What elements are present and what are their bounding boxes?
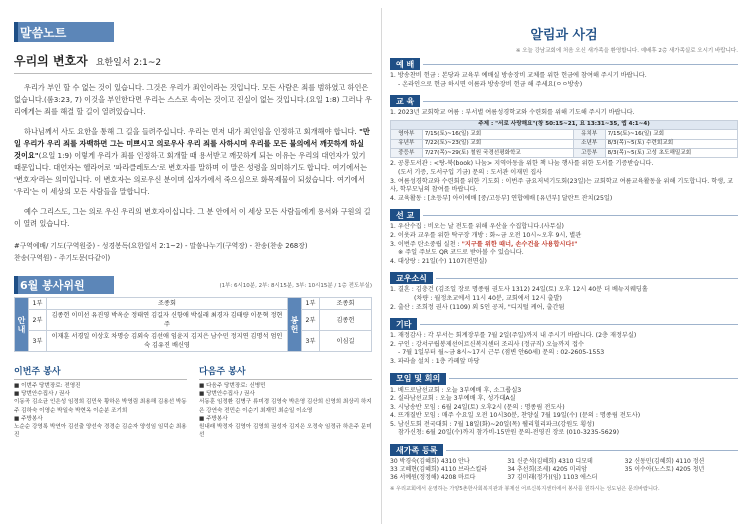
table-cell: 8/3(목)~5(토) 고성 초도해밀교회 [605, 149, 737, 158]
table-cell: 2부 [29, 310, 47, 331]
small-group-order [14, 240, 372, 264]
worship-line-2: - 온라인으로 헌금 하시면 이름과 방송장비 헌금 해 주세요(ㅇㅇ방송) [398, 80, 583, 88]
list-item: 32 신동민(김혜희) 4110 정션 [624, 458, 705, 466]
sermon-paragraph-2-body: (요일 1:9) 이렇게 우리가 죄를 인정하고 회개할 때 용서받고 깨끗하게 되는 이유는 우리의 대언자가 있기 때문입니다. 대언자는 헬라어로 '파라클레토스'로 변호자를 말하며 이 말은 성령을 의미하기도 합니다. 여기에서는 '변호자'라는 의미입니다. 이 변호자는 의로우신 분이며 십자가에서 죽으심으로 화목제물이 되셨습니다. 여기에서 '우리'는 이 세상의 모든 사람들을 말합니다. [14, 151, 368, 196]
list-item: 31 신준석(김혜희) 4310 디모데 [507, 458, 593, 466]
etc-block [390, 318, 738, 366]
meeting-line-1: 1. 베드로남선교회 : 오늘 3부예배 후, 소그룹실3 [390, 386, 522, 394]
table-cell: 소년부 [573, 139, 605, 148]
education-line-2: 2. 공룡도서관 : <탕-북(book) 나눔> 지역아동을 위한 책 나눔 행사를 위한 도서를 기증받습니다. [390, 160, 654, 168]
news-line-1b: (차량 : 월정초교에서 11시 40분, 교회에서 12시 출발) [414, 294, 562, 302]
etc-bar [390, 318, 738, 330]
table-row [391, 149, 738, 158]
table-cell: 1부 [302, 298, 320, 310]
news-block [390, 272, 738, 312]
etc-label: 기타 [390, 318, 417, 330]
duty-title: 6월 봉사위원 [14, 276, 114, 294]
table-row [15, 310, 372, 331]
divider [420, 324, 738, 325]
divider [436, 278, 738, 279]
worship-block [390, 58, 738, 89]
duty-header-bar [14, 276, 372, 294]
small-group-order-line-2: 찬송(구역원) - 주기도문(다같이) [14, 254, 111, 262]
mission-line-2: 2. 이웃과 교우를 위한 탁구장 개방 : 화~금 오전 10시~오후 9시, 별관 [390, 231, 582, 239]
divider [446, 450, 738, 451]
announcements-header [390, 24, 738, 54]
weekly-service-section [14, 364, 372, 439]
education-block [390, 95, 738, 203]
meeting-line-2: 2. 실라남선교회 : 오늘 3부예배 후, 성가대A실 [390, 395, 516, 403]
announcements-subtitle: ※ 오늘 강남교회에 처음 오신 새가족을 환영합니다. 예배후 2층 새가족실로 오시기 바랍니다. [515, 48, 738, 54]
list-item: 33 고혜현(김혜희) 4110 브라스킬라 [390, 466, 488, 474]
meeting-line-5: 5. 남신도회 전국대회 : 7월 18일(화)~20일(목) 웰리힐리파크(강원도 횡성) [390, 420, 595, 428]
table-cell: 2부 [302, 310, 320, 331]
sermon-paragraph-2 [14, 126, 372, 198]
mission-bar [390, 209, 738, 221]
education-bar [390, 95, 738, 107]
sermon-paragraph-2-intro: 하나님께서 사도 요한을 통해 그 길을 들려주십니다. 우리는 먼저 내가 죄인임을 인정하고 회개해야 합니다. [24, 127, 360, 136]
list-item: 37 김미래(정가)(임) 1103 에스더 [507, 474, 598, 482]
worship-line-1: 1. 방송찬비 헌금 : 본당과 교육부 예배실 방송장비 교체를 위한 헌금에 참여해 주시기 바랍니다. [390, 72, 647, 79]
table-row [391, 130, 738, 139]
meeting-block [390, 373, 738, 439]
left-column [14, 0, 372, 530]
divider [423, 215, 738, 216]
families-footnote: ※ 우리교회에서 운영하는 가양5촌한사회복지관과 봉제선 어르신복지센터에서 봉사를 원하시는 성도님은 문의바랍니다. [390, 486, 660, 493]
education-line-3: 3. 여름성경학교와 수련회를 위한 기도회 : 이번주 금요저녁기도회(23일)는 교회학교 여름교육활동을 위해 기도합니다. 학생, 교사, 학부모님의 참여를 바랍니다. [390, 177, 734, 194]
sermon-title: 우리의 변호자 [14, 54, 88, 68]
mission-line-1: 1. 우산수집 : 비오는 날 전도를 위해 우산을 수집합니다.(사무실) [390, 223, 564, 231]
list-item: 35 이수아(노스토) 4205 청년 [624, 466, 705, 474]
etc-line-1: 1. 재정감사 : 각 부서는 회계장부를 7월 2일(주일)까지 내 주시기 바랍니다. (2층 재정부실) [390, 332, 637, 340]
right-column [390, 0, 738, 530]
etc-line-3: 3. 파라솔 설치 : 1층 카페앞 마당 [390, 357, 480, 365]
sermon-paragraph-1: 우리가 부인 할 수 없는 것이 있습니다. 그것은 우리가 죄인이라는 것입니다. 모든 사람은 죄를 범하였고 하인은 없습니다.(롬3:23, 7) 이것을 부인한다면 우리는 스스로 속이는 것이고 진실이 없는 것입니다.(요일 1:8) 그러나 우리에게는 죄를 해결 할 길이 열려있습니다. [14, 83, 372, 116]
duty-note: (1부: 6시10분, 2부: 8시15분, 3부: 10시15분 / 1층 전도부실) [219, 283, 372, 289]
next-week-service [199, 364, 372, 439]
this-week-service [14, 364, 187, 439]
families-bar [390, 444, 738, 456]
table-cell: 3부 [302, 331, 320, 352]
mission-line-4: 4. 대상랑 : 21일(수) 1107(전면실) [390, 257, 487, 265]
table-cell: 7/27(목)~29(토) 철원 국경선평화학교 [422, 149, 573, 158]
divider [14, 73, 372, 74]
table-cell: 조종회 [47, 298, 288, 310]
table-cell: 고등부 [573, 149, 605, 158]
families-block [390, 444, 738, 492]
education-schedule-table [390, 120, 738, 159]
table-cell: 유치부 [573, 130, 605, 139]
table-cell: 유년부 [391, 139, 423, 148]
etc-line-2b: - 7월 1일부터 월~금 8시~17시 근무 (점변 안60세) 문의 : 02-2605-1553 [398, 349, 605, 357]
mission-block [390, 209, 738, 266]
list-item: 34 추선희(조세) 4205 미리암 [507, 466, 588, 474]
education-label: 교 육 [390, 95, 420, 107]
column-divider [381, 8, 382, 524]
news-line-1: 1. 결혼 : 김충건 (김조일 장로 명종림 권도사 1312) 24일(토) 오후 12시 40분 더 베뉴지웨딩홀 [390, 286, 648, 294]
education-line-2b: (도서 기증, 도서구입 기금) 문의 : 도서관 이재민 집사 [398, 169, 543, 176]
worship-label: 예 배 [390, 58, 420, 70]
table-cell: 이재훈 서경일 이상호 차명승 김외숙 김선애 임윤지 김지은 남수민 정지연 김명석 엄인숙 김유진 배신영 [47, 331, 288, 352]
duty-table [14, 297, 372, 352]
etc-line-2: 2. 구인 : 강서구립봉제선어르신복지센터 조리사 (정규직) 오늘까지 접수 [390, 340, 584, 348]
announcements-title: 알림과 사검 [530, 28, 598, 43]
divider [423, 64, 738, 65]
education-line-4: 4. 교육활동 : [초등부] 아이에배 [중/고등부] 연합예배 [유년부] 달란트 잔치(25일) [390, 194, 613, 202]
mission-label: 선 교 [390, 209, 420, 221]
table-cell: 김종헌 [320, 310, 372, 331]
this-week-text: ■ 이번주 당번장로: 전영진 ■ 당번안수집사 / 권사 이동곡 김소균 인은성 임정희 김민욱 황하은 박영림 최용해 김용선 박동주 김하숙 이영순 박일숙 박현옥 이순분 조기희 ■ 주방봉사 노순순 강영록 박연아 김선출 양선숙 경경순 김순자 양성임 임덕순 최용진 [14, 383, 187, 439]
table-row [391, 120, 738, 129]
new-family-list [390, 458, 738, 482]
table-cell: 중등부 [391, 149, 423, 158]
table-cell: 7/22(토)~23(일) 교회 [422, 139, 573, 148]
mission-line-3 [390, 241, 738, 250]
education-line-1: 1. 2023년 교회학교 여름 : 부서별 여름성경학교와 수련회를 위해 기도해 주시기 바랍니다. [390, 109, 635, 117]
sermon-paragraph-3: 예수 그리스도, 그는 의로 우신 우리의 변호자이십니다. 그 분 안에서 이 세상 모든 사람들에게 용서와 구원의 길이 열려 있습니다. [14, 207, 371, 228]
sermon-heading [14, 52, 372, 69]
table-cell: 3부 [29, 331, 47, 352]
meeting-bar [390, 373, 738, 385]
sermon-scripture-quote: "만일 우리가 우리 죄를 자백하면 그는 미쁘시고 의로우사 우리 죄를 사하시며 우리를 모든 불의에서 깨끗하게 하실 것이요" [14, 127, 370, 160]
table-cell: 김종헌 이미선 유진영 박옥순 정태연 김길자 신항애 박실래 최경자 김태량 이문혁 정현주 [47, 310, 288, 331]
table-row [15, 298, 372, 310]
table-cell: 7/15(토)~16(일) 교회 [605, 130, 737, 139]
table-row [15, 331, 372, 352]
sermon-reference: 요한일서 2:1~2 [95, 58, 162, 68]
education-table-title: 주제 : "서로 사랑해요"(창 50:15~21, 요 13:31~35, 엡 4:1~4) [391, 120, 738, 129]
table-cell: 7/15(토)~16(일) 교회 [422, 130, 573, 139]
list-item: 30 박경숙(김혜희) 4310 안나 [390, 458, 470, 466]
duty-side-guide: 안내 [15, 298, 29, 352]
announcements-body [390, 52, 738, 492]
divider [423, 101, 738, 102]
worship-bar [390, 58, 738, 70]
small-group-order-line-1: #구역예배/ 기도(구역원중) - 성경봉독(요한일서 2:1~2) - 말씀나누기(구역장) - 찬송(찬송 268장) [14, 242, 308, 250]
table-cell: 영아부 [391, 130, 423, 139]
table-row [391, 139, 738, 148]
news-label: 교우소식 [390, 272, 433, 284]
mission-line-3-lead: 3. 이번주 탄소중립 실천 : [390, 240, 462, 248]
this-week-title: 이번주 봉사 [14, 364, 187, 380]
news-line-2: 2. 출산 : 조희정 권사 (1109) 외 5인 공저, "디지털 케어, 출간됨 [390, 303, 565, 311]
duty-side-offering: 봉헌 [288, 298, 302, 352]
mission-qr-note: ※ 주일 주보도 QR 코드로 받아볼 수 있습니다. [398, 249, 524, 257]
next-week-title: 다음주 봉사 [199, 364, 372, 380]
meeting-label: 모임 및 회의 [390, 373, 446, 385]
list-item: 36 서예원(정정해) 4208 마르다 [390, 474, 476, 482]
table-cell: 1부 [29, 298, 47, 310]
divider [449, 378, 738, 379]
table-cell: 이심길 [320, 331, 372, 352]
table-cell: 조종회 [320, 298, 372, 310]
news-bar [390, 272, 738, 284]
mission-highlight: "지구를 위한 때너, 손수건을 사용합시다!" [461, 240, 578, 248]
section-label-sermon-note: 말씀노트 [14, 22, 114, 42]
table-cell: 8/3(목)~5(토) 수련회교회 [605, 139, 737, 148]
meeting-line-5b: 참가신청: 6월 20일(수)까지 참가비-15만원 문의-전영진 장로 (010-3235-5629) [398, 429, 619, 437]
next-week-text: ■ 다음주 당번장로: 신병민 ■ 당번안수집사 / 권사 서동훈 임정환 김병구 류미경 김영숙 박은영 김산희 신영희 최상리 하지은 강연숙 전민순 이순기 최재민 최순일 이소영 ■ 주방봉사 원내래 박정자 김영아 김영희 권성자 김지은 오정숙 임정규 하은주 문미선 [199, 383, 372, 439]
meeting-line-4: 4. 뜨개질반 모임 : 매주 수요일 오전 10시30분, 찬양실 7월 19일(수) (문의 : 명종림 전도사) [390, 412, 641, 420]
families-label: 새가족 등록 [390, 444, 443, 456]
meeting-line-3: 3. 시낭송반 모임 : 6월 24일(토) 오후2시 (문의 : 명종림 전도사) [390, 403, 565, 411]
